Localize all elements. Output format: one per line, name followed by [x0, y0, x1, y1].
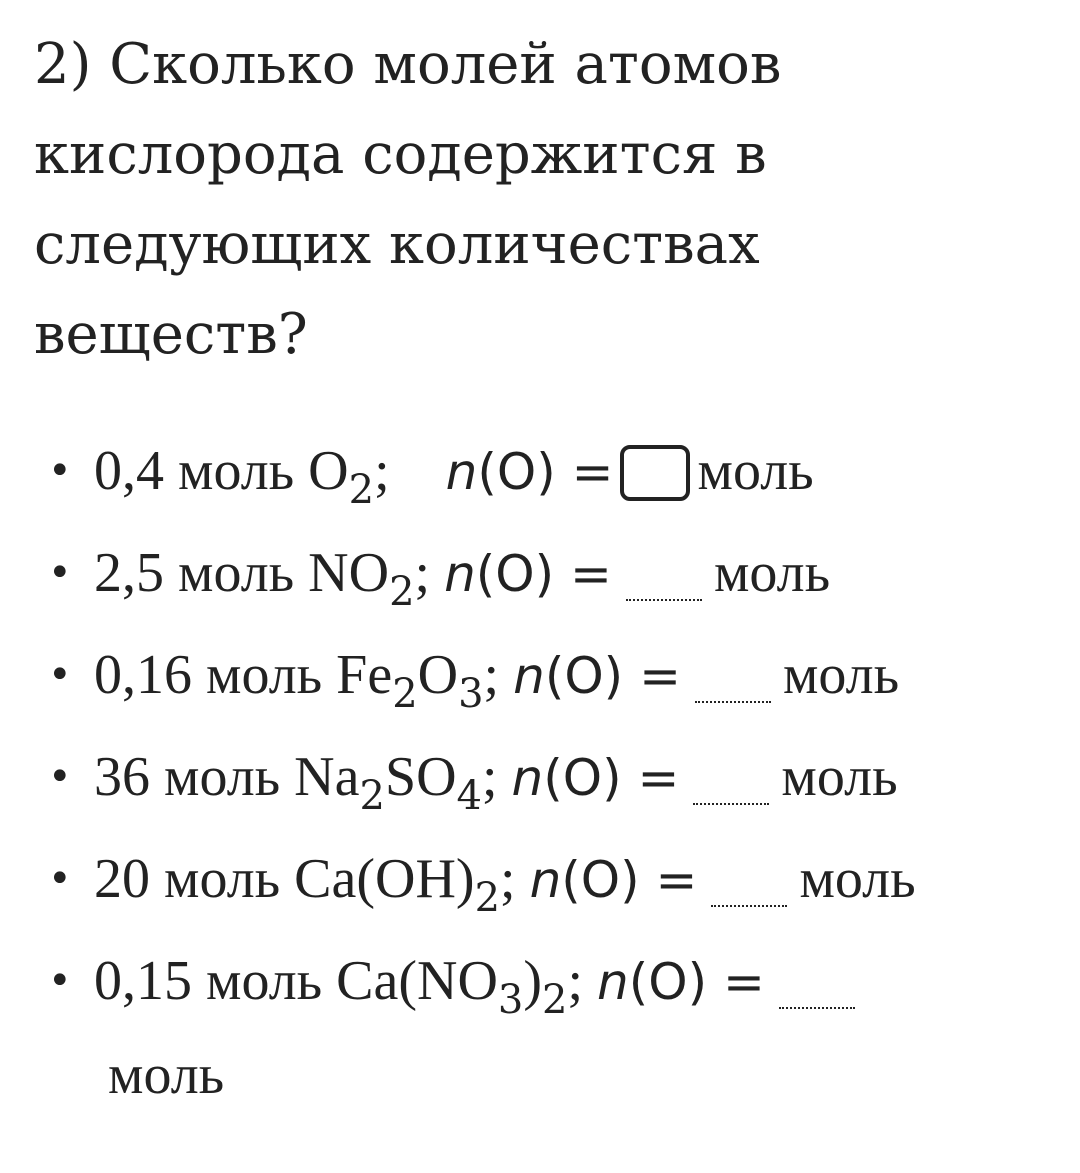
answer-blank[interactable]: [626, 595, 702, 601]
answer-blank[interactable]: [693, 799, 769, 805]
separator: ;: [481, 746, 498, 808]
substance-list: [0, 420, 1080, 1117]
separator: ;: [374, 440, 390, 502]
unit-label: моль: [799, 848, 916, 910]
subscript: 2: [348, 467, 375, 513]
substance-amount: 20 моль Ca(OH): [94, 848, 475, 910]
list-item: [0, 522, 1080, 624]
list-item: [0, 930, 1080, 1117]
oxygen-amount-label: n(O) =: [444, 545, 612, 603]
answer-blank[interactable]: [711, 901, 787, 907]
list-item: [0, 420, 1080, 522]
list-item: [0, 726, 1080, 828]
subscript: 2: [392, 671, 418, 717]
list-item: [0, 624, 1080, 726]
separator: ;: [483, 644, 500, 706]
bullet-icon: •: [48, 550, 72, 596]
unit-label: моль: [782, 644, 900, 706]
subscript: 4: [456, 773, 482, 819]
list-item: [0, 828, 1080, 930]
oxygen-amount-label: n(O) =: [513, 647, 681, 705]
subscript: 3: [497, 977, 524, 1023]
unit-label: моль: [108, 1044, 225, 1106]
subscript: 3: [458, 671, 484, 717]
answer-blank[interactable]: [695, 697, 771, 703]
formula-part: SO: [384, 746, 457, 808]
subscript: 2: [389, 569, 415, 615]
separator: ;: [500, 848, 516, 910]
answer-input-box[interactable]: [620, 445, 690, 501]
formula-part: ): [523, 950, 543, 1012]
subscript: 2: [542, 977, 568, 1023]
separator: ;: [567, 950, 584, 1012]
bullet-icon: •: [48, 856, 72, 902]
subscript: 2: [359, 773, 385, 819]
substance-amount: 0,15 моль Ca(NO: [94, 950, 498, 1012]
substance-amount: 0,16 моль Fe: [94, 644, 393, 706]
substance-amount: 36 моль Na: [94, 746, 360, 808]
bullet-icon: •: [48, 958, 72, 1004]
unit-label: моль: [781, 746, 898, 808]
separator: ;: [414, 542, 431, 604]
bullet-icon: •: [48, 754, 72, 800]
question-text: 2) Сколько молей атомов кислорода содержится в следующих количествах веществ?: [34, 32, 782, 367]
unit-label: моль: [713, 542, 831, 604]
oxygen-amount-label: n(O) =: [445, 443, 614, 501]
oxygen-amount-label: n(O) =: [597, 953, 765, 1011]
bullet-icon: •: [48, 652, 72, 698]
oxygen-amount-label: n(O) =: [529, 851, 698, 909]
oxygen-amount-label: n(O) =: [511, 749, 680, 807]
bullet-icon: •: [48, 448, 72, 494]
unit-label: моль: [697, 440, 814, 502]
answer-blank[interactable]: [779, 1003, 855, 1009]
substance-amount: 2,5 моль NO: [94, 542, 390, 604]
formula-part: O: [417, 644, 459, 706]
subscript: 2: [474, 875, 501, 921]
substance-amount: 0,4 моль O: [94, 440, 349, 502]
